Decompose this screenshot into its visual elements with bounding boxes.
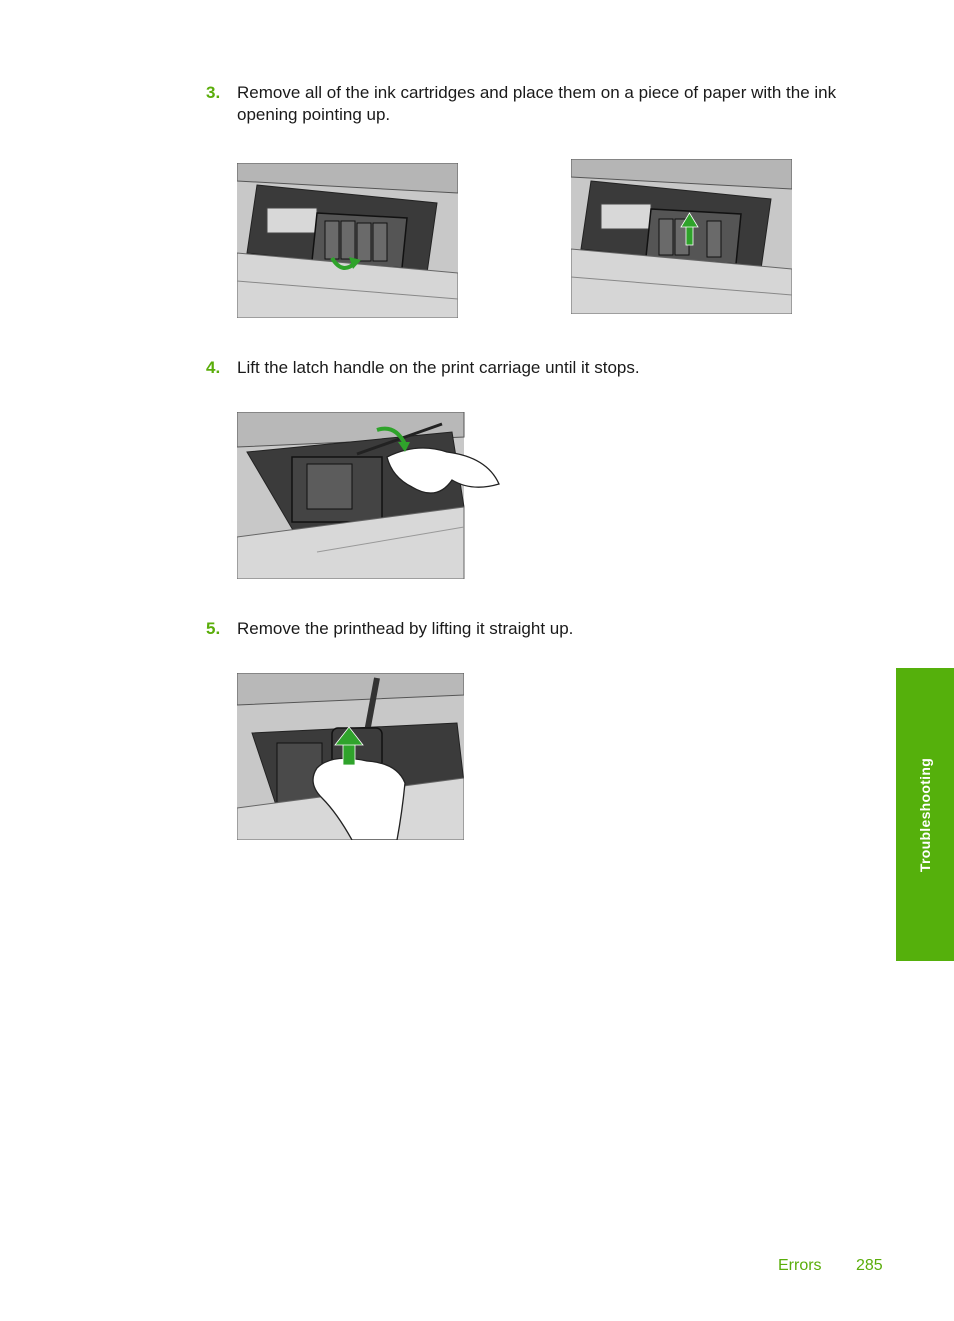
step-number: 3. <box>206 83 221 102</box>
side-tab-troubleshooting <box>896 668 954 961</box>
illustration-lift-latch <box>237 412 464 579</box>
side-tab-label: Troubleshooting <box>917 757 933 872</box>
step-text: Remove all of the ink cartridges and place them on a piece of paper with the ink opening pointing up. <box>237 83 837 124</box>
page-number: 285 <box>856 1257 883 1274</box>
step-text: Lift the latch handle on the print carriage until it stops. <box>237 358 640 377</box>
footer-section: Errors <box>778 1257 822 1274</box>
illustration-remove-cartridge <box>571 159 792 314</box>
step-text: Remove the printhead by lifting it straight up. <box>237 619 574 638</box>
illustration-remove-printhead <box>237 673 464 840</box>
step-number: 5. <box>206 619 221 638</box>
illustration-unlatch-cartridge <box>237 163 458 318</box>
step-number: 4. <box>206 358 221 377</box>
